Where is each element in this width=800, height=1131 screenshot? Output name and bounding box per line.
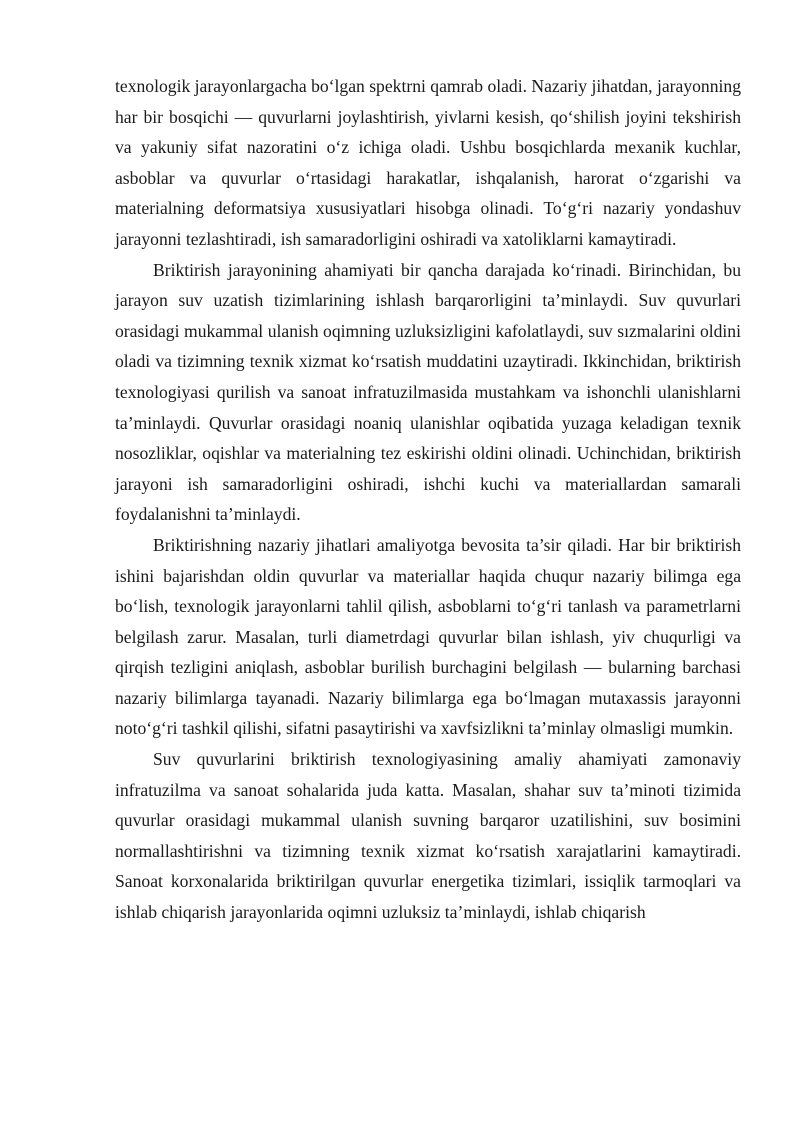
paragraph-importance: Briktirish jarayonining ahamiyati bir qancha darajada ko‘rinadi. Birinchidan, bu jarayon suv uzatish tizimlarining ishlash barqarorligini ta’minlaydi. Suv quvurlari orasidagi mukammal ulanish oqimning uzluksizligini kafolatlaydi, suv sızmalarini oldini oladi va tizimning texnik xizmat ko‘rsatish muddatini uzaytiradi. Ikkinchidan, briktirish texnologiyasi qurilish va sanoat infratuzilmasida mustahkam va ishonchli ulanishlarni ta’minlaydi. Quvurlar orasidagi noaniq ulanishlar oqibatida yuzaga keladigan texnik nosozliklar, oqishlar va materialning tez eskirishi oldini olinadi. Uchinchidan, briktirish jarayoni ish samaradorligini oshiradi, ishchi kuchi va materiallardan samarali foydalanishni ta’minlaydi. xyxy=(115,259,741,525)
paragraph-continuation: texnologik jarayonlargacha bo‘lgan spektrni qamrab oladi. Nazariy jihatdan, jarayonning har bir bosqichi — quvurlarni joylashtirish, yivlarni kesish, qo‘shilish joyini tekshirish va yakuniy sifat nazoratini o‘z ichiga oladi. Ushbu bosqichlarda mexanik kuchlar, asboblar va quvurlar o‘rtasidagi harakatlar, ishqalanish, harorat o‘zgarishi va materialning deformatsiya xususiyatlari hisobga olinadi. To‘g‘ri nazariy yondashuv jarayonni tezlashtiradi, ish samaradorligini oshiradi va xatoliklarni kamaytiradi. xyxy=(115,76,741,249)
paragraph-theory: Briktirishning nazariy jihatlari amaliyotga bevosita ta’sir qiladi. Har bir briktirish ishini bajarishdan oldin quvurlar va materiallar haqida chuqur nazariy bilimga ega bo‘lish, texnologik jarayonlarni tahlil qilish, asboblarni to‘g‘ri tanlash va parametrlarni belgilash zarur. Masalan, turli diametrdagi quvurlar bilan ishlash, yiv chuqurligi va qirqish tezligini aniqlash, asboblar burilish burchagini belgilash — bularning barchasi nazariy bilimlarga tayanadi. Nazariy bilimlarga ega bo‘lmagan mutaxassis jarayonni noto‘g‘ri tashkil qilishi, sifatni pasaytirishi va xavfsizlikni ta’minlay olmasligi mumkin. xyxy=(115,534,741,739)
paragraph-practical: Suv quvurlarini briktirish texnologiyasining amaliy ahamiyati zamonaviy infratuzilma va sanoat sohalarida juda katta. Masalan, shahar suv ta’minoti tizimida quvurlar orasidagi mukammal ulanish suvning barqaror uzatilishini, suv bosimini normallashtirishni va tizimning texnik xizmat ko‘rsatish xarajatlarini kamaytiradi. Sanoat korxonalarida briktirilgan quvurlar energetika tizimlari, issiqlik tarmoqlari va ishlab chiqarish jarayonlarida oqimni uzluksiz ta’minlaydi, ishlab chiqarish xyxy=(115,749,741,923)
body-text xyxy=(115,71,741,928)
